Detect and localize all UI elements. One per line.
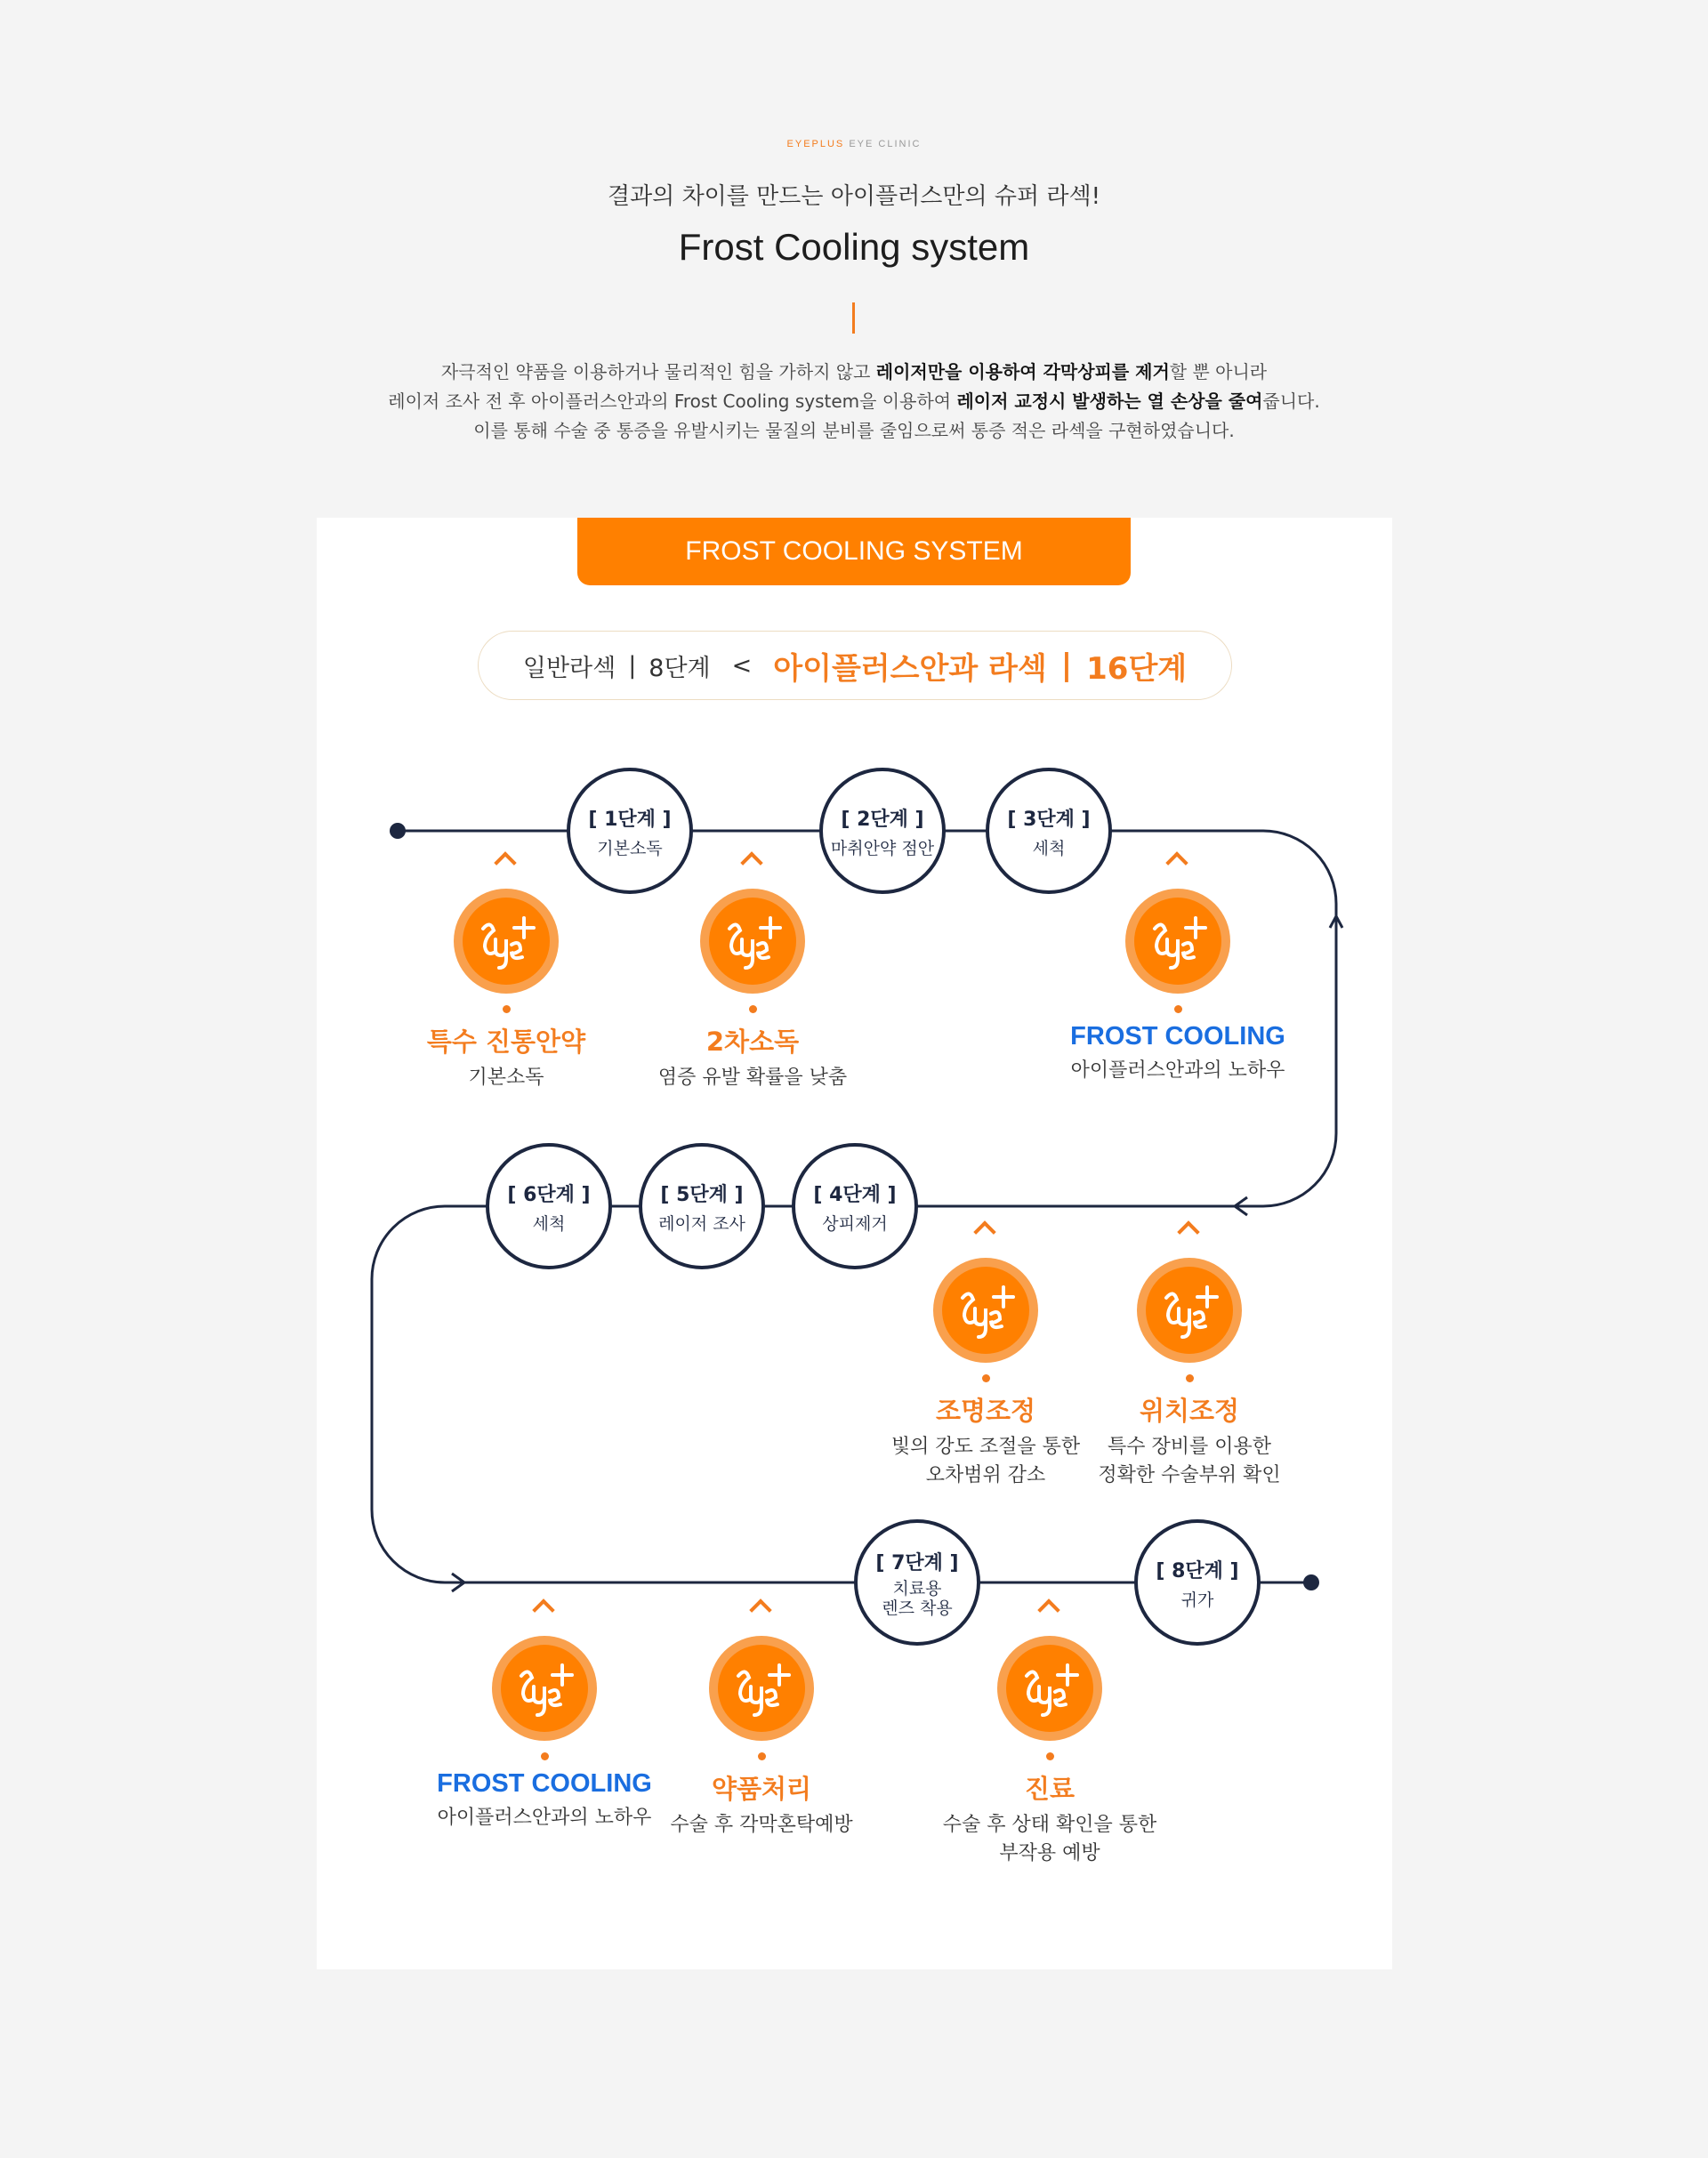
extra-step-name: 조명조정 — [935, 1396, 1036, 1426]
caret-up-icon — [939, 1597, 1161, 1616]
extra-step-name: 특수 진통안약 — [426, 1027, 586, 1057]
dot — [1174, 1005, 1182, 1013]
eye-plus-logo-icon — [933, 1258, 1038, 1363]
dot — [1186, 1374, 1194, 1382]
desc-text: 줍니다. — [1262, 391, 1320, 412]
desc-text: 레이저 조사 전 후 아이플러스안과의 Frost Cooling system을 이용하여 — [388, 391, 957, 412]
step-desc: 치료용 렌즈 착용 — [882, 1578, 953, 1618]
extra-step-checkup — [939, 1597, 1161, 1868]
eye-plus-logo-icon — [1137, 1258, 1242, 1363]
step-label: [ 2단계 ] — [841, 808, 924, 831]
step-label: [ 6단계 ] — [507, 1183, 591, 1206]
step-label: [ 3단계 ] — [1007, 808, 1091, 831]
desc-text: 자극적인 약품을 이용하거나 물리적인 힘을 가하지 않고 — [440, 361, 876, 382]
dot — [749, 1005, 757, 1013]
extra-step-frost-cooling-1 — [1067, 850, 1289, 1085]
extra-step-medication — [650, 1597, 873, 1840]
less-than-icon: < — [731, 651, 753, 680]
desc-bold: 레이저만을 이용하여 각막상피를 제거 — [875, 361, 1170, 382]
caret-up-icon — [1078, 1219, 1301, 1238]
eyeplus-lasek-label: 아이플러스안과 라섹 — [773, 650, 1047, 687]
extra-step-frost-cooling-2 — [433, 1597, 656, 1832]
extra-step-desc: 아이플러스안과의 노하우 — [1070, 1059, 1285, 1082]
step-label: [ 7단계 ] — [875, 1551, 959, 1574]
extra-step-name: 2차소독 — [705, 1027, 800, 1057]
separator: | — [1060, 648, 1073, 683]
end-dot — [1303, 1574, 1319, 1590]
extra-step-2nd-disinfect — [641, 850, 864, 1092]
extra-step-desc: 빛의 강도 조절을 통한 오차범위 감소 — [890, 1436, 1081, 1486]
step-desc: 기본소독 — [597, 838, 663, 858]
general-lasek-label: 일반라섹 — [522, 654, 616, 682]
step-desc: 레이저 조사 — [658, 1213, 745, 1234]
separator: | — [628, 651, 637, 680]
eyeplus-steps: 16단계 — [1086, 650, 1188, 687]
caret-up-icon — [395, 850, 617, 869]
extra-step-desc: 기본소독 — [468, 1067, 544, 1089]
extra-step-name: 위치조정 — [1139, 1396, 1240, 1426]
page-subtitle: 결과의 차이를 만드는 아이플러스만의 슈퍼 라섹! — [607, 183, 1101, 210]
desc-bold: 레이저 교정시 발생하는 열 손상을 줄여 — [956, 391, 1263, 412]
extra-step-name: FROST COOLING — [1070, 1022, 1285, 1051]
eyebrow-brand: EYEPLUS — [786, 139, 845, 149]
extra-step-desc: 아이플러스안과의 노하우 — [437, 1807, 652, 1829]
dot — [1046, 1752, 1054, 1760]
system-tab: FROST COOLING SYSTEM — [577, 518, 1131, 585]
step-desc: 귀가 — [1180, 1590, 1214, 1610]
eye-plus-logo-icon — [454, 889, 559, 994]
extra-step-desc: 특수 장비를 이용한 정확한 수술부위 확인 — [1098, 1436, 1281, 1486]
step-5 — [639, 1143, 765, 1269]
extra-step-pain-drop — [395, 850, 617, 1092]
desc-text: 이를 통해 수술 중 통증을 유발시키는 물질의 분비를 줄임으로써 통증 적은 라섹을 구현하였습니다. — [473, 420, 1235, 441]
dot — [982, 1374, 990, 1382]
step-6 — [486, 1143, 612, 1269]
caret-up-icon — [874, 1219, 1097, 1238]
extra-step-desc: 수술 후 각막혼탁예방 — [670, 1814, 853, 1836]
caret-up-icon — [650, 1597, 873, 1616]
dot — [503, 1005, 511, 1013]
step-label: [ 8단계 ] — [1156, 1559, 1239, 1582]
caret-up-icon — [1067, 850, 1289, 869]
caret-up-icon — [641, 850, 864, 869]
extra-step-name: 진료 — [1024, 1774, 1076, 1804]
caret-up-icon — [433, 1597, 656, 1616]
eyebrow-rest: EYE CLINIC — [849, 139, 922, 149]
step-desc: 세척 — [532, 1213, 566, 1234]
eye-plus-logo-icon — [492, 1636, 597, 1741]
dot — [758, 1752, 766, 1760]
eye-plus-logo-icon — [1125, 889, 1230, 994]
eye-plus-logo-icon — [997, 1636, 1102, 1741]
eye-plus-logo-icon — [700, 889, 805, 994]
general-steps: 8단계 — [649, 654, 711, 682]
step-label: [ 1단계 ] — [588, 808, 672, 831]
step-label: [ 4단계 ] — [813, 1183, 897, 1206]
dot — [541, 1752, 549, 1760]
extra-step-desc: 염증 유발 확률을 낮춤 — [657, 1067, 848, 1089]
step-desc: 상피제거 — [822, 1213, 888, 1234]
page-title: Frost Cooling system — [678, 226, 1030, 268]
extra-step-name: FROST COOLING — [437, 1769, 652, 1798]
step-desc: 세척 — [1032, 838, 1066, 858]
desc-text: 할 뿐 아니라 — [1169, 361, 1268, 382]
extra-step-position — [1078, 1219, 1301, 1490]
extra-step-lighting — [874, 1219, 1097, 1490]
extra-step-desc: 수술 후 상태 확인을 통한 부작용 예방 — [942, 1814, 1157, 1864]
step-desc: 마취안약 점안 — [830, 838, 935, 858]
extra-step-name: 약품처리 — [711, 1774, 812, 1804]
step-label: [ 5단계 ] — [660, 1183, 744, 1206]
eye-plus-logo-icon — [709, 1636, 814, 1741]
